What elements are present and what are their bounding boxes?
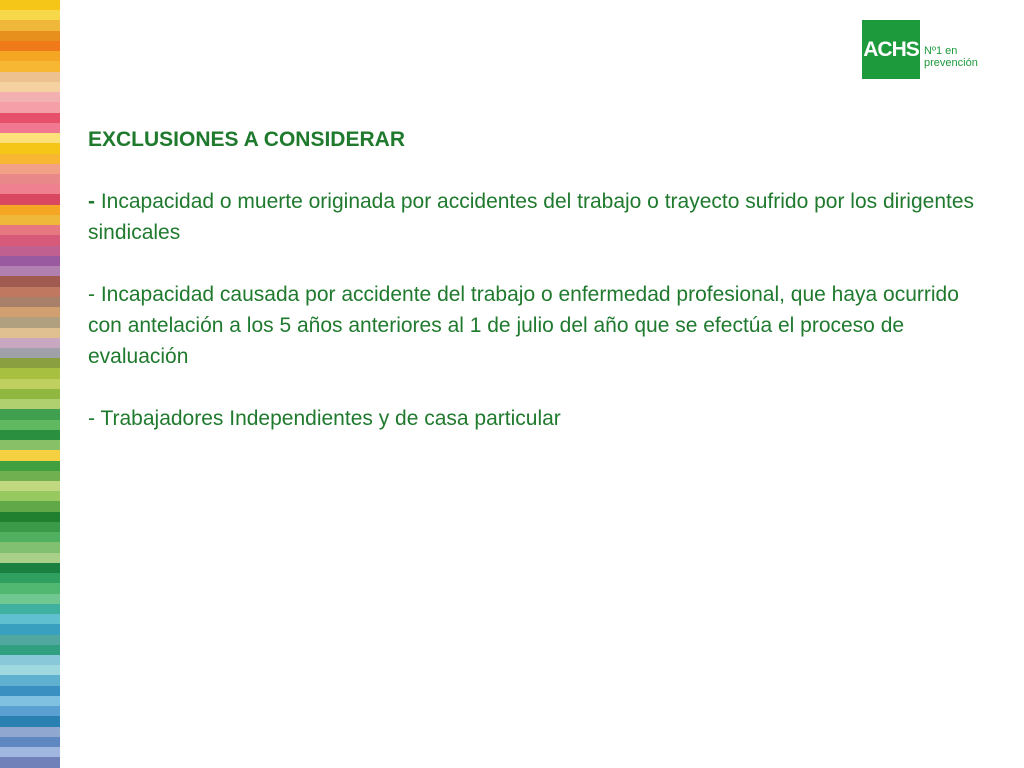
stripe (0, 501, 60, 511)
stripe (0, 481, 60, 491)
stripe (0, 82, 60, 92)
slide-heading: EXCLUSIONES A CONSIDERAR (88, 128, 405, 151)
logo-tagline-line1: Nº1 en (924, 44, 958, 57)
stripe (0, 512, 60, 522)
stripe (0, 563, 60, 573)
item-text: Incapacidad o muerte originada por accidentes del trabajo o trayecto sufrido por los dirigentes sindicales (88, 190, 975, 244)
stripe (0, 583, 60, 593)
stripe (0, 174, 60, 184)
logo-tagline-line2: prevención (924, 56, 978, 69)
stripe (0, 450, 60, 460)
stripe (0, 164, 60, 174)
stripe (0, 143, 60, 153)
stripe (0, 420, 60, 430)
stripe (0, 287, 60, 297)
item-text: Incapacidad causada por accidente del trabajo o enfermedad profesional, que haya ocurrido con antelación a los 5 años anteriores al 1 de julio del año que se efectúa el proceso de evaluación (88, 283, 959, 368)
stripe (0, 573, 60, 583)
stripe (0, 0, 60, 10)
stripe (0, 389, 60, 399)
stripe (0, 737, 60, 747)
stripe (0, 10, 60, 20)
stripe (0, 665, 60, 675)
stripe (0, 256, 60, 266)
stripe (0, 409, 60, 419)
stripe (0, 727, 60, 737)
stripe (0, 430, 60, 440)
stripe (0, 747, 60, 757)
stripe (0, 522, 60, 532)
stripe (0, 348, 60, 358)
stripe (0, 123, 60, 133)
stripe (0, 368, 60, 378)
stripe (0, 604, 60, 614)
item-dash: - (88, 283, 95, 306)
achs-logo-tagline (924, 45, 978, 69)
stripe (0, 205, 60, 215)
stripe (0, 113, 60, 123)
decorative-stripe-bar (0, 0, 60, 768)
stripe (0, 51, 60, 61)
stripe (0, 706, 60, 716)
stripe (0, 338, 60, 348)
stripe (0, 358, 60, 368)
stripe (0, 31, 60, 41)
stripe (0, 635, 60, 645)
stripe (0, 133, 60, 143)
stripe (0, 194, 60, 204)
exclusion-item-1 (88, 186, 998, 248)
stripe (0, 246, 60, 256)
stripe (0, 379, 60, 389)
stripe (0, 553, 60, 563)
stripe (0, 317, 60, 327)
exclusion-item-3 (88, 403, 998, 434)
stripe (0, 471, 60, 481)
slide-content (88, 124, 998, 465)
stripe (0, 235, 60, 245)
stripe (0, 184, 60, 194)
stripe (0, 307, 60, 317)
stripe (0, 594, 60, 604)
achs-logo-mark: ACHS (863, 37, 919, 61)
stripe (0, 655, 60, 665)
stripe (0, 532, 60, 542)
stripe (0, 225, 60, 235)
stripe (0, 440, 60, 450)
achs-logo-box (862, 20, 920, 79)
stripe (0, 716, 60, 726)
stripe (0, 92, 60, 102)
achs-logo (862, 20, 978, 79)
stripe (0, 614, 60, 624)
stripe (0, 215, 60, 225)
item-dash: - (88, 190, 95, 213)
stripe (0, 757, 60, 767)
stripe (0, 72, 60, 82)
stripe (0, 61, 60, 71)
stripe (0, 675, 60, 685)
exclusion-item-2 (88, 279, 998, 372)
stripe (0, 266, 60, 276)
stripe (0, 686, 60, 696)
stripe (0, 154, 60, 164)
stripe (0, 102, 60, 112)
stripe (0, 276, 60, 286)
stripe (0, 399, 60, 409)
item-text: Trabajadores Independientes y de casa particular (95, 407, 561, 430)
stripe (0, 645, 60, 655)
item-dash: - (88, 407, 95, 430)
stripe (0, 41, 60, 51)
stripe (0, 297, 60, 307)
stripe (0, 542, 60, 552)
stripe (0, 20, 60, 30)
stripe (0, 328, 60, 338)
stripe (0, 624, 60, 634)
stripe (0, 491, 60, 501)
stripe (0, 461, 60, 471)
stripe (0, 696, 60, 706)
